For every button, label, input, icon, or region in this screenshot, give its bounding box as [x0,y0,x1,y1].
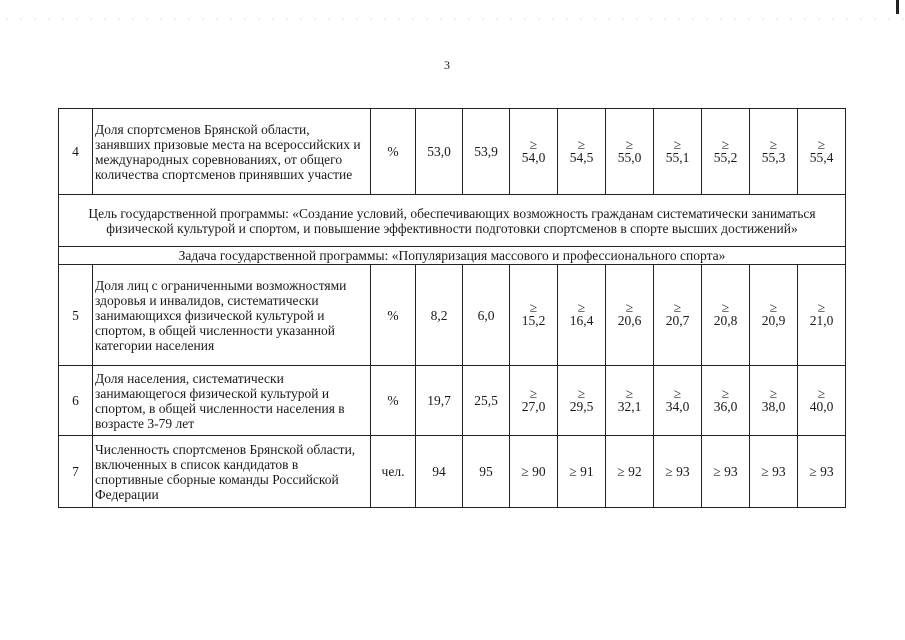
target-value-cell [606,265,654,366]
row-number: 4 [59,109,93,195]
indicator-row [59,265,846,366]
target-value: 55,3 [761,149,786,165]
ge-symbol: ≥ [521,464,529,479]
target-value: 55,0 [617,149,642,165]
target-value: 20,7 [665,313,690,328]
target-value-cell [558,265,606,366]
target-value-cell [558,436,606,508]
target-value: 93 [820,464,834,479]
target-value: 16,4 [569,313,594,328]
unit-cell: % [371,366,416,436]
scan-noise [0,18,905,20]
row-number: 7 [59,436,93,508]
target-value-cell [510,109,558,195]
target-value: 90 [532,464,546,479]
target-value: 21,0 [809,313,834,328]
ge-symbol: ≥ [665,464,673,479]
unit-cell: % [371,109,416,195]
base-value-cell: 94 [416,436,463,508]
target-value: 29,5 [569,398,594,414]
target-value-cell [750,265,798,366]
target-value: 55,4 [809,149,834,165]
target-value: 91 [580,464,594,479]
target-value-cell [798,265,846,366]
ge-symbol: ≥ [529,300,538,315]
ge-symbol: ≥ [769,136,778,152]
target-value: 55,2 [713,149,738,165]
ge-symbol: ≥ [577,300,586,315]
target-value-cell [510,436,558,508]
target-value: 34,0 [665,398,690,414]
row-number: 6 [59,366,93,436]
target-value: 93 [772,464,786,479]
target-value-cell [702,265,750,366]
target-value: 15,2 [521,313,546,328]
ge-symbol: ≥ [625,385,634,401]
target-value-cell [798,109,846,195]
ge-symbol: ≥ [673,385,682,401]
target-value-cell [702,109,750,195]
indicator-row [59,109,846,195]
ge-symbol: ≥ [673,300,682,315]
target-value-cell [798,436,846,508]
indicators-table [58,108,846,508]
target-value: 93 [724,464,738,479]
ge-symbol: ≥ [817,385,826,401]
base-value-cell: 53,0 [416,109,463,195]
base-value-cell: 25,5 [463,366,510,436]
target-value-cell [606,109,654,195]
base-value-cell: 53,9 [463,109,510,195]
ge-symbol: ≥ [713,464,721,479]
program-task-text: Задача государственной программы: «Популяризация массового и профессионального спорта» [59,247,846,265]
base-value-cell: 19,7 [416,366,463,436]
indicator-row [59,436,846,508]
target-value-cell [750,436,798,508]
ge-symbol: ≥ [625,300,634,315]
target-value: 32,1 [617,398,642,414]
target-value: 93 [676,464,690,479]
ge-symbol: ≥ [577,136,586,152]
target-value-cell [510,366,558,436]
scan-mark [896,0,899,14]
target-value: 20,9 [761,313,786,328]
page-number: 3 [444,58,450,72]
program-goal-row [59,195,846,247]
ge-symbol: ≥ [617,464,625,479]
target-value: 54,0 [521,149,546,165]
ge-symbol: ≥ [761,464,769,479]
target-value-cell [750,366,798,436]
target-value: 20,8 [713,313,738,328]
target-value-cell [654,265,702,366]
indicator-name: Доля населения, систематически занимающегося физической культурой и спортом, в общей численности населения в возрасте 3-79 лет [93,366,371,436]
target-value-cell [606,366,654,436]
target-value: 92 [628,464,642,479]
target-value-cell [798,366,846,436]
target-value-cell [558,366,606,436]
target-value: 27,0 [521,398,546,414]
target-value-cell [606,436,654,508]
target-value-cell [702,436,750,508]
ge-symbol: ≥ [817,300,826,315]
base-value-cell: 6,0 [463,265,510,366]
unit-cell: чел. [371,436,416,508]
target-value: 40,0 [809,398,834,414]
base-value-cell: 8,2 [416,265,463,366]
target-value: 20,6 [617,313,642,328]
program-goal-text: Цель государственной программы: «Создание условий, обеспечивающих возможность гражданам систематически заниматься физической культурой и спортом, и повышение эффективности подготовки спортсменов в спорте высших достижений» [59,195,846,247]
ge-symbol: ≥ [721,300,730,315]
target-value-cell [654,109,702,195]
row-number: 5 [59,265,93,366]
target-value-cell [750,109,798,195]
target-value-cell [558,109,606,195]
target-value-cell [702,366,750,436]
indicator-name: Численность спортсменов Брянской области, включенных в список кандидатов в спортивные сборные команды Российской Федерации [93,436,371,508]
target-value-cell [654,436,702,508]
ge-symbol: ≥ [769,385,778,401]
ge-symbol: ≥ [809,464,817,479]
ge-symbol: ≥ [529,385,538,401]
program-task-row [59,247,846,265]
target-value: 38,0 [761,398,786,414]
indicator-name: Доля спортсменов Брянской области, занявших призовые места на всероссийских и международных соревнованиях, от общего количества спортсменов принявших участие [93,109,371,195]
target-value: 36,0 [713,398,738,414]
target-value-cell [510,265,558,366]
ge-symbol: ≥ [529,136,538,152]
unit-cell: % [371,265,416,366]
ge-symbol: ≥ [569,464,577,479]
base-value-cell: 95 [463,436,510,508]
ge-symbol: ≥ [577,385,586,401]
ge-symbol: ≥ [721,136,730,152]
indicator-row [59,366,846,436]
ge-symbol: ≥ [721,385,730,401]
target-value: 54,5 [569,149,594,165]
target-value: 55,1 [665,149,690,165]
ge-symbol: ≥ [673,136,682,152]
target-value-cell [654,366,702,436]
ge-symbol: ≥ [625,136,634,152]
indicator-name: Доля лиц с ограниченными возможностями здоровья и инвалидов, систематически занимающихся физической культурой и спортом, в общей численности указанной категории населения [93,265,371,366]
ge-symbol: ≥ [769,300,778,315]
ge-symbol: ≥ [817,136,826,152]
